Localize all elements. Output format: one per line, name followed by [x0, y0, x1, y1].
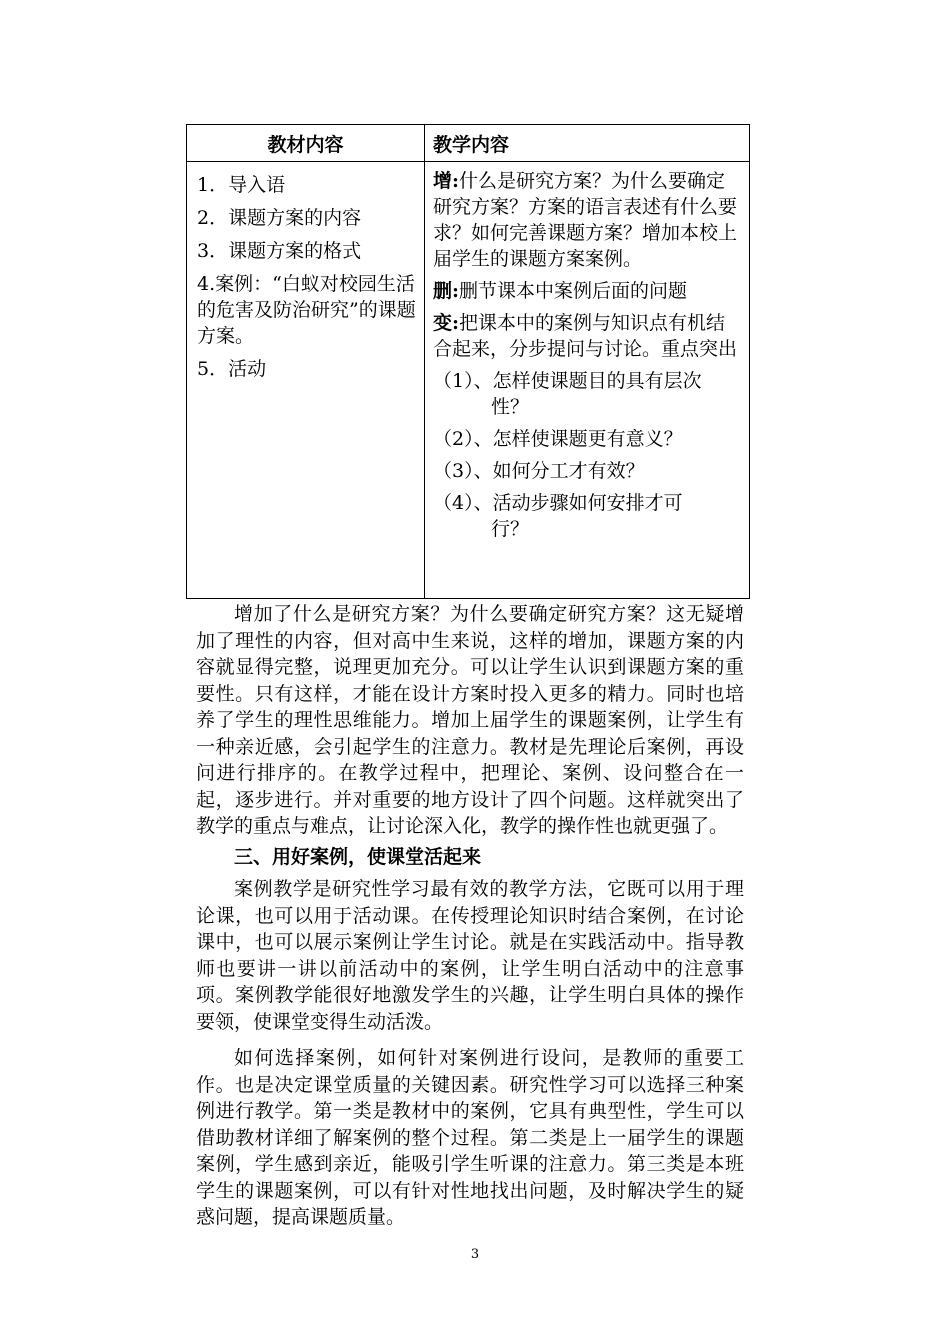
list-item: 3．课题方案的格式 [197, 240, 362, 262]
delete-label: 删: [433, 280, 460, 302]
change-label: 变: [433, 312, 460, 334]
list-item: 4.案例：“白蚁对校园生活的危害及防治研究”的课题方案。 [197, 273, 416, 347]
paragraph-3: 如何选择案例，如何针对案例进行设问，是教师的重要工作。也是决定课堂质量的关键因素。研究性学习可以选择三种案例进行教学。第一类是教材中的案例，它具有典型性，学生可以借助教材详细了解案例的整个过程。第二类是上一届学生的课题案例，学生感到亲近，能吸引学生听课的注意力。第三类是本班学生的课题案例，可以有针对性地找出问题，及时解决学生的疑惑问题，提高课题质量。 [196, 1047, 744, 1228]
question-1 [433, 368, 743, 420]
question-1-line-b: 性？ [491, 396, 530, 418]
table-header-row [187, 125, 750, 162]
content-comparison-table [186, 124, 750, 599]
body-text-block [196, 601, 744, 1231]
paragraph-1: 增加了什么是研究方案？为什么要确定研究方案？这无疑增加了理性的内容，但对高中生来说，这样的增加，课题方案的内容就显得完整，说理更加充分。可以让学生认识到课题方案的重要性。只有这样，才能在设计方案时投入更多的精力。同时也培养了学生的理性思维能力。增加上届学生的课题案例，让学生有一种亲近感，会引起学生的注意力。教材是先理论后案例，再设问进行排序的。在教学过程中，把理论、案例、设问整合在一起，逐步进行。并对重要的地方设计了四个问题。这样就突出了教学的重点与难点，让讨论深入化，教学的操作性也就更强了。 [196, 603, 744, 837]
question-4 [433, 490, 743, 542]
delete-text: 删节课本中案例后面的问题 [459, 280, 688, 302]
textbook-content-cell [187, 162, 425, 599]
list-item: 2．课题方案的内容 [197, 207, 362, 229]
header-teaching-content: 教学内容 [425, 125, 750, 162]
add-text: 什么是研究方案？为什么要确定研究方案？方案的语言表述有什么要求？如何完善课题方案？增加本校上届学生的课题方案案例。 [433, 170, 738, 270]
question-2: （2）、怎样使课题更有意义？ [433, 428, 683, 450]
paragraph-2: 案例教学是研究性学习最有效的教学方法，它既可以用于理论课，也可以用于活动课。在传授理论知识时结合案例，在讨论课中，也可以展示案例让学生讨论。就是在实践活动中。指导教师也要讲一讲以前活动中的案例，让学生明白活动中的注意事项。案例教学能很好地激发学生的兴趣，让学生明白具体的操作要领，使课堂变得生动活泼。 [196, 878, 744, 1033]
question-1-line-a: （1）、怎样使课题目的具有层次 [433, 370, 702, 392]
list-item: 1．导入语 [197, 174, 286, 196]
list-item: 5．活动 [197, 358, 267, 380]
change-text: 把课本中的案例与知识点有机结合起来，分步提问与讨论。重点突出 [433, 312, 738, 360]
teaching-content-cell [425, 162, 750, 599]
question-4-line-b: 行？ [491, 518, 530, 540]
table-row [187, 162, 750, 599]
header-textbook-content: 教材内容 [187, 125, 425, 162]
change-section [433, 310, 743, 362]
question-3: （3）、如何分工才有效？ [433, 460, 645, 482]
section-heading: 三、用好案例，使课堂活起来 [234, 845, 482, 868]
add-label: 增: [433, 170, 460, 192]
delete-section [433, 278, 743, 304]
question-4-line-a: （4）、活动步骤如何安排才可 [433, 492, 683, 514]
add-section [433, 168, 743, 272]
page-number: 3 [470, 1247, 480, 1262]
